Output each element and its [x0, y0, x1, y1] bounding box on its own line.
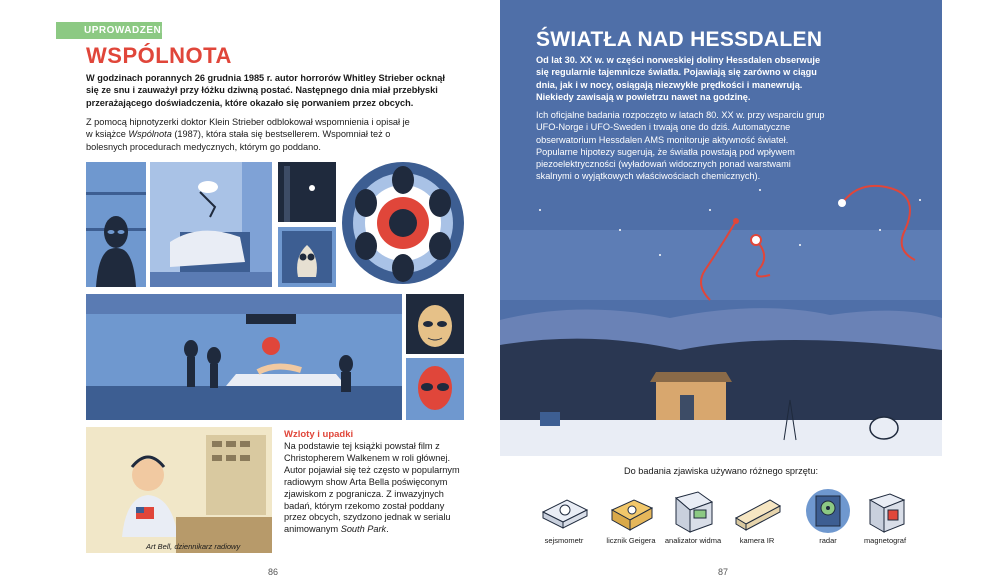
section-tag: UPROWADZENIA [56, 22, 162, 39]
comic-panel-examination [86, 294, 402, 420]
equipment-intro: Do badania zjawiska używano różnego sprzętu: [623, 466, 819, 476]
magnetograph-icon [858, 488, 912, 534]
equipment-label: kamera IR [739, 536, 775, 545]
lead-paragraph-right: Od lat 30. XX w. w części norweskiej doliny Hessdalen obserwuje się regularnie tajemnicze światła. Pojawiają się zarówno w ciągu dnia, jak i w nocy, osiągają niezwykłe prędkości i manewrują. Niekiedy zawisają w powietrzu nawet na godzinę. [536, 55, 821, 102]
page-number-right: 87 [718, 567, 729, 577]
page-title-right: ŚWIATŁA NAD HESSDALEN [536, 28, 823, 51]
body-paragraph-right: Ich oficjalne badania rozpoczęto w latach 80. XX w. przy wsparciu grup UFO-Norge i UFO-Sweden i trwają one do dziś. Automatyczne obserwatorium Hessdalen AMS monitoruje aktywność świateł. Popularne hipotezy sugerują, że światła powstają pod wpływem piezoelektryczności (wyładowań widocznych ponad warstwami skalnymi o wyjątkowych właściwościach chemicznych). [536, 110, 825, 182]
equipment-item-magnetograph [850, 488, 920, 545]
comic-panel-gray-alien [406, 294, 464, 354]
geiger-counter-icon [604, 488, 658, 534]
radio-host-icon [86, 427, 272, 553]
comic-panel-alien-window [86, 162, 146, 287]
lead-paragraph-left: W godzinach porannych 26 grudnia 1985 r. autor horrorów Whitley Strieber ocknął się ze snu i zauważył przy łóżku dziwną postać. Następnego dnia miał przebłyski przerażającego doświadczenia, które okazało się porwaniem przez obcych. [86, 73, 445, 108]
equipment-item-spectrum [658, 488, 728, 545]
ir-camera-icon [730, 488, 784, 534]
comic-panel-owl [278, 227, 336, 287]
art-bell-illustration [86, 427, 272, 553]
equipment-item-geiger [596, 488, 666, 545]
sidebar-body: Na podstawie tej książki powstał film z Christopherem Walkenem w roli głównej. Autor pojawiał się też często w popularnym radiowym show Arta Bella poświęconym zjawiskom z pogranicza. Z inwazyjnych badań, którym rzekomo został poddany przez obcych, szydzono jednak w serialu animowanym South Park. [284, 441, 460, 535]
bedroom-scene-icon [150, 162, 272, 287]
alien-ring-icon [340, 158, 466, 288]
equipment-item-ir-camera [722, 488, 792, 545]
photo-caption: Art Bell, dziennikarz radiowy [146, 542, 241, 551]
sidebar-title: Wzloty i upadki [284, 429, 354, 440]
owl-icon [278, 227, 336, 287]
gray-alien-face-icon [406, 294, 464, 354]
seismometer-icon [537, 488, 591, 534]
page-title-left: WSPÓLNOTA [86, 43, 232, 68]
light-orb-icon [278, 162, 336, 222]
red-alien-face-icon [406, 358, 464, 420]
alien-silhouette-icon [86, 162, 146, 287]
equipment-label: analizator widma [664, 536, 722, 545]
equipment-item-seismometer [529, 488, 599, 545]
examination-room-icon [86, 294, 402, 420]
spectrum-analyzer-icon [666, 488, 720, 534]
comic-panel-alien-circle [340, 158, 466, 288]
comic-panel-red-alien [406, 358, 464, 420]
equipment-label: licznik Geigera [606, 536, 656, 545]
comic-panel-dark-window [278, 162, 336, 222]
equipment-label: magnetograf [863, 536, 907, 545]
equipment-label: sejsmometr [544, 536, 584, 545]
equipment-label: radar [819, 536, 837, 545]
radar-icon [801, 488, 855, 534]
page-number-left: 86 [268, 567, 279, 577]
comic-panel-bedroom [150, 162, 272, 287]
body-paragraph-left: Z pomocą hipnotyzerki doktor Klein Strieber odblokował wspomnienia i opisał je w książce Wspólnota (1987), która stała się bestsellerem. Wspomniał też o bolesnych procedurach medycznych, którym go poddano. [86, 117, 410, 152]
